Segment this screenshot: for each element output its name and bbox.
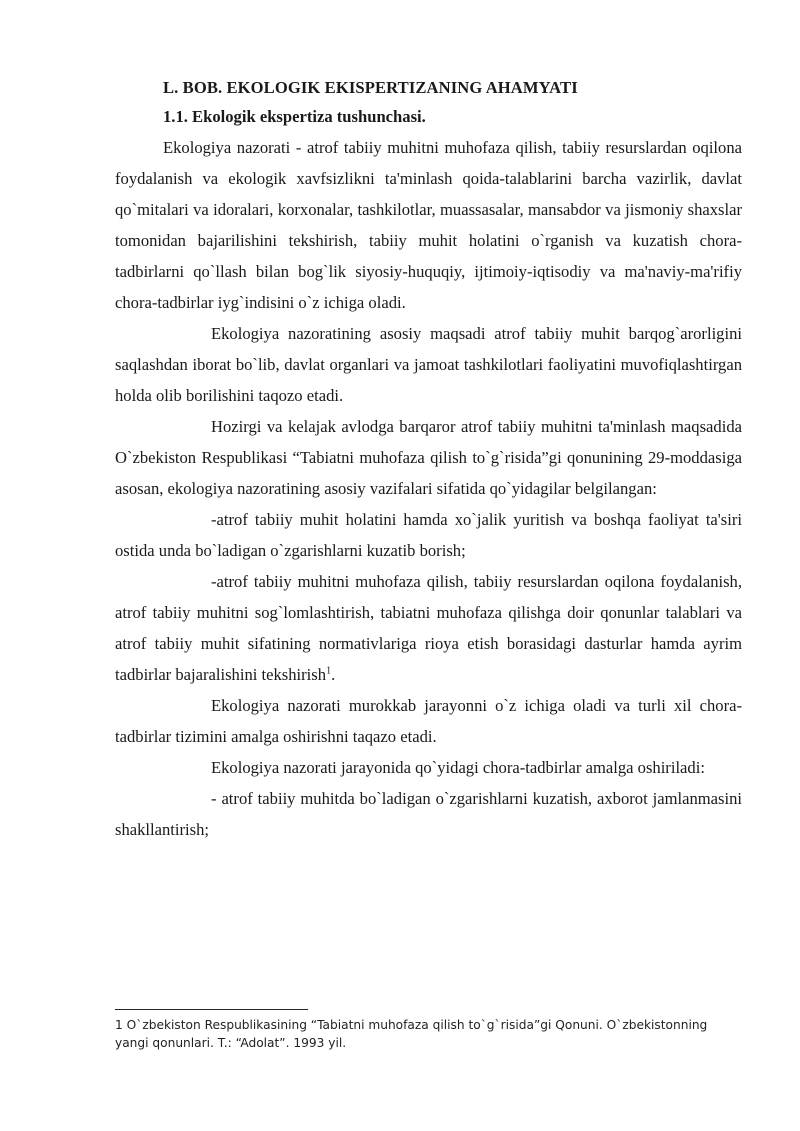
footnote-divider: [115, 1009, 308, 1010]
paragraph-8: - atrof tabiiy muhitda bo`ladigan o`zgarishlarni kuzatish, axborot jamlanmasini shakllantirish;: [115, 789, 742, 839]
footnote-reference[interactable]: 1: [326, 665, 332, 677]
section-title: 1.1. Ekologik ekspertiza tushunchasi.: [163, 107, 426, 126]
page-body: [115, 74, 742, 845]
paragraph-6: Ekologiya nazorati murokkab jarayonni o`z ichiga oladi va turli xil chora-tadbirlar tizimini amalga oshirishni taqazo etadi.: [115, 696, 742, 746]
paragraph-5-end: .: [331, 665, 336, 684]
paragraph-3: Hozirgi va kelajak avlodga barqaror atrof tabiiy muhitni ta'minlash maqsadida O`zbekiston Respublikasi “Tabiatni muhofaza qilish to`g`risida”gi qonunining 29-moddasiga asosan, ekologiya nazoratining asosiy vazifalari sifatida qo`yidagilar belgilangan:: [115, 417, 742, 498]
paragraph-7: Ekologiya nazorati jarayonida qo`yidagi chora-tadbirlar amalga oshiriladi:: [211, 758, 705, 777]
paragraph-4: -atrof tabiiy muhit holatini hamda xo`jalik yuritish va boshqa faoliyat ta'siri ostida unda bo`ladigan o`zgarishlarni kuzatib borish;: [115, 510, 742, 560]
paragraph-1: Ekologiya nazorati - atrof tabiiy muhitni muhofaza qilish, tabiiy resurslardan oqilona foydalanish va ekologik xavfsizlikni ta'minlash qoida-talablarini barcha vazirlik, davlat qo`mitalari va idoralari, korxonalar, tashkilotlar, muassasalar, mansabdor va jismoniy shaxslar tomonidan bajarilishini tekshirish, tabiiy muhit holatini o`rganish va kuzatish chora-tadbirlarni qo`llash bilan bog`lik siyosiy-huquqiy, ijtimoiy-iqtisodiy va ma'naviy-ma'rifiy chora-tadbirlar iyg`indisini o`z ichiga oladi.: [115, 138, 742, 312]
chapter-title: L. BOB. EKOLOGIK EKISPERTIZANING AHAMYATI: [163, 78, 578, 97]
paragraph-5-text: -atrof tabiiy muhitni muhofaza qilish, tabiiy resurslardan oqilona foydalanish, atrof tabiiy muhitni sog`lomlashtirish, tabiatni muhofaza qilishga doir qonunlar talablari va atrof tabiiy muhit sifatining normativlariga rioya etish borasidagi dasturlar hamda ayrim tadbirlar bajaralishini tekshirish: [115, 572, 742, 684]
footnote: 1 O`zbekiston Respublikasining “Tabiatni muhofaza qilish to`g`risida”gi Qonuni. O`zbekistonning yangi qonunlari. T.: “Adolat”. 1993 yil.: [115, 1018, 708, 1050]
paragraph-5: [115, 566, 742, 690]
paragraph-2: Ekologiya nazoratining asosiy maqsadi atrof tabiiy muhit barqog`arorligini saqlashdan iborat bo`lib, davlat organlari va jamoat tashkilotlari faoliyatini muvofiqlashtirgan holda olib borilishini taqozo etadi.: [115, 324, 742, 405]
